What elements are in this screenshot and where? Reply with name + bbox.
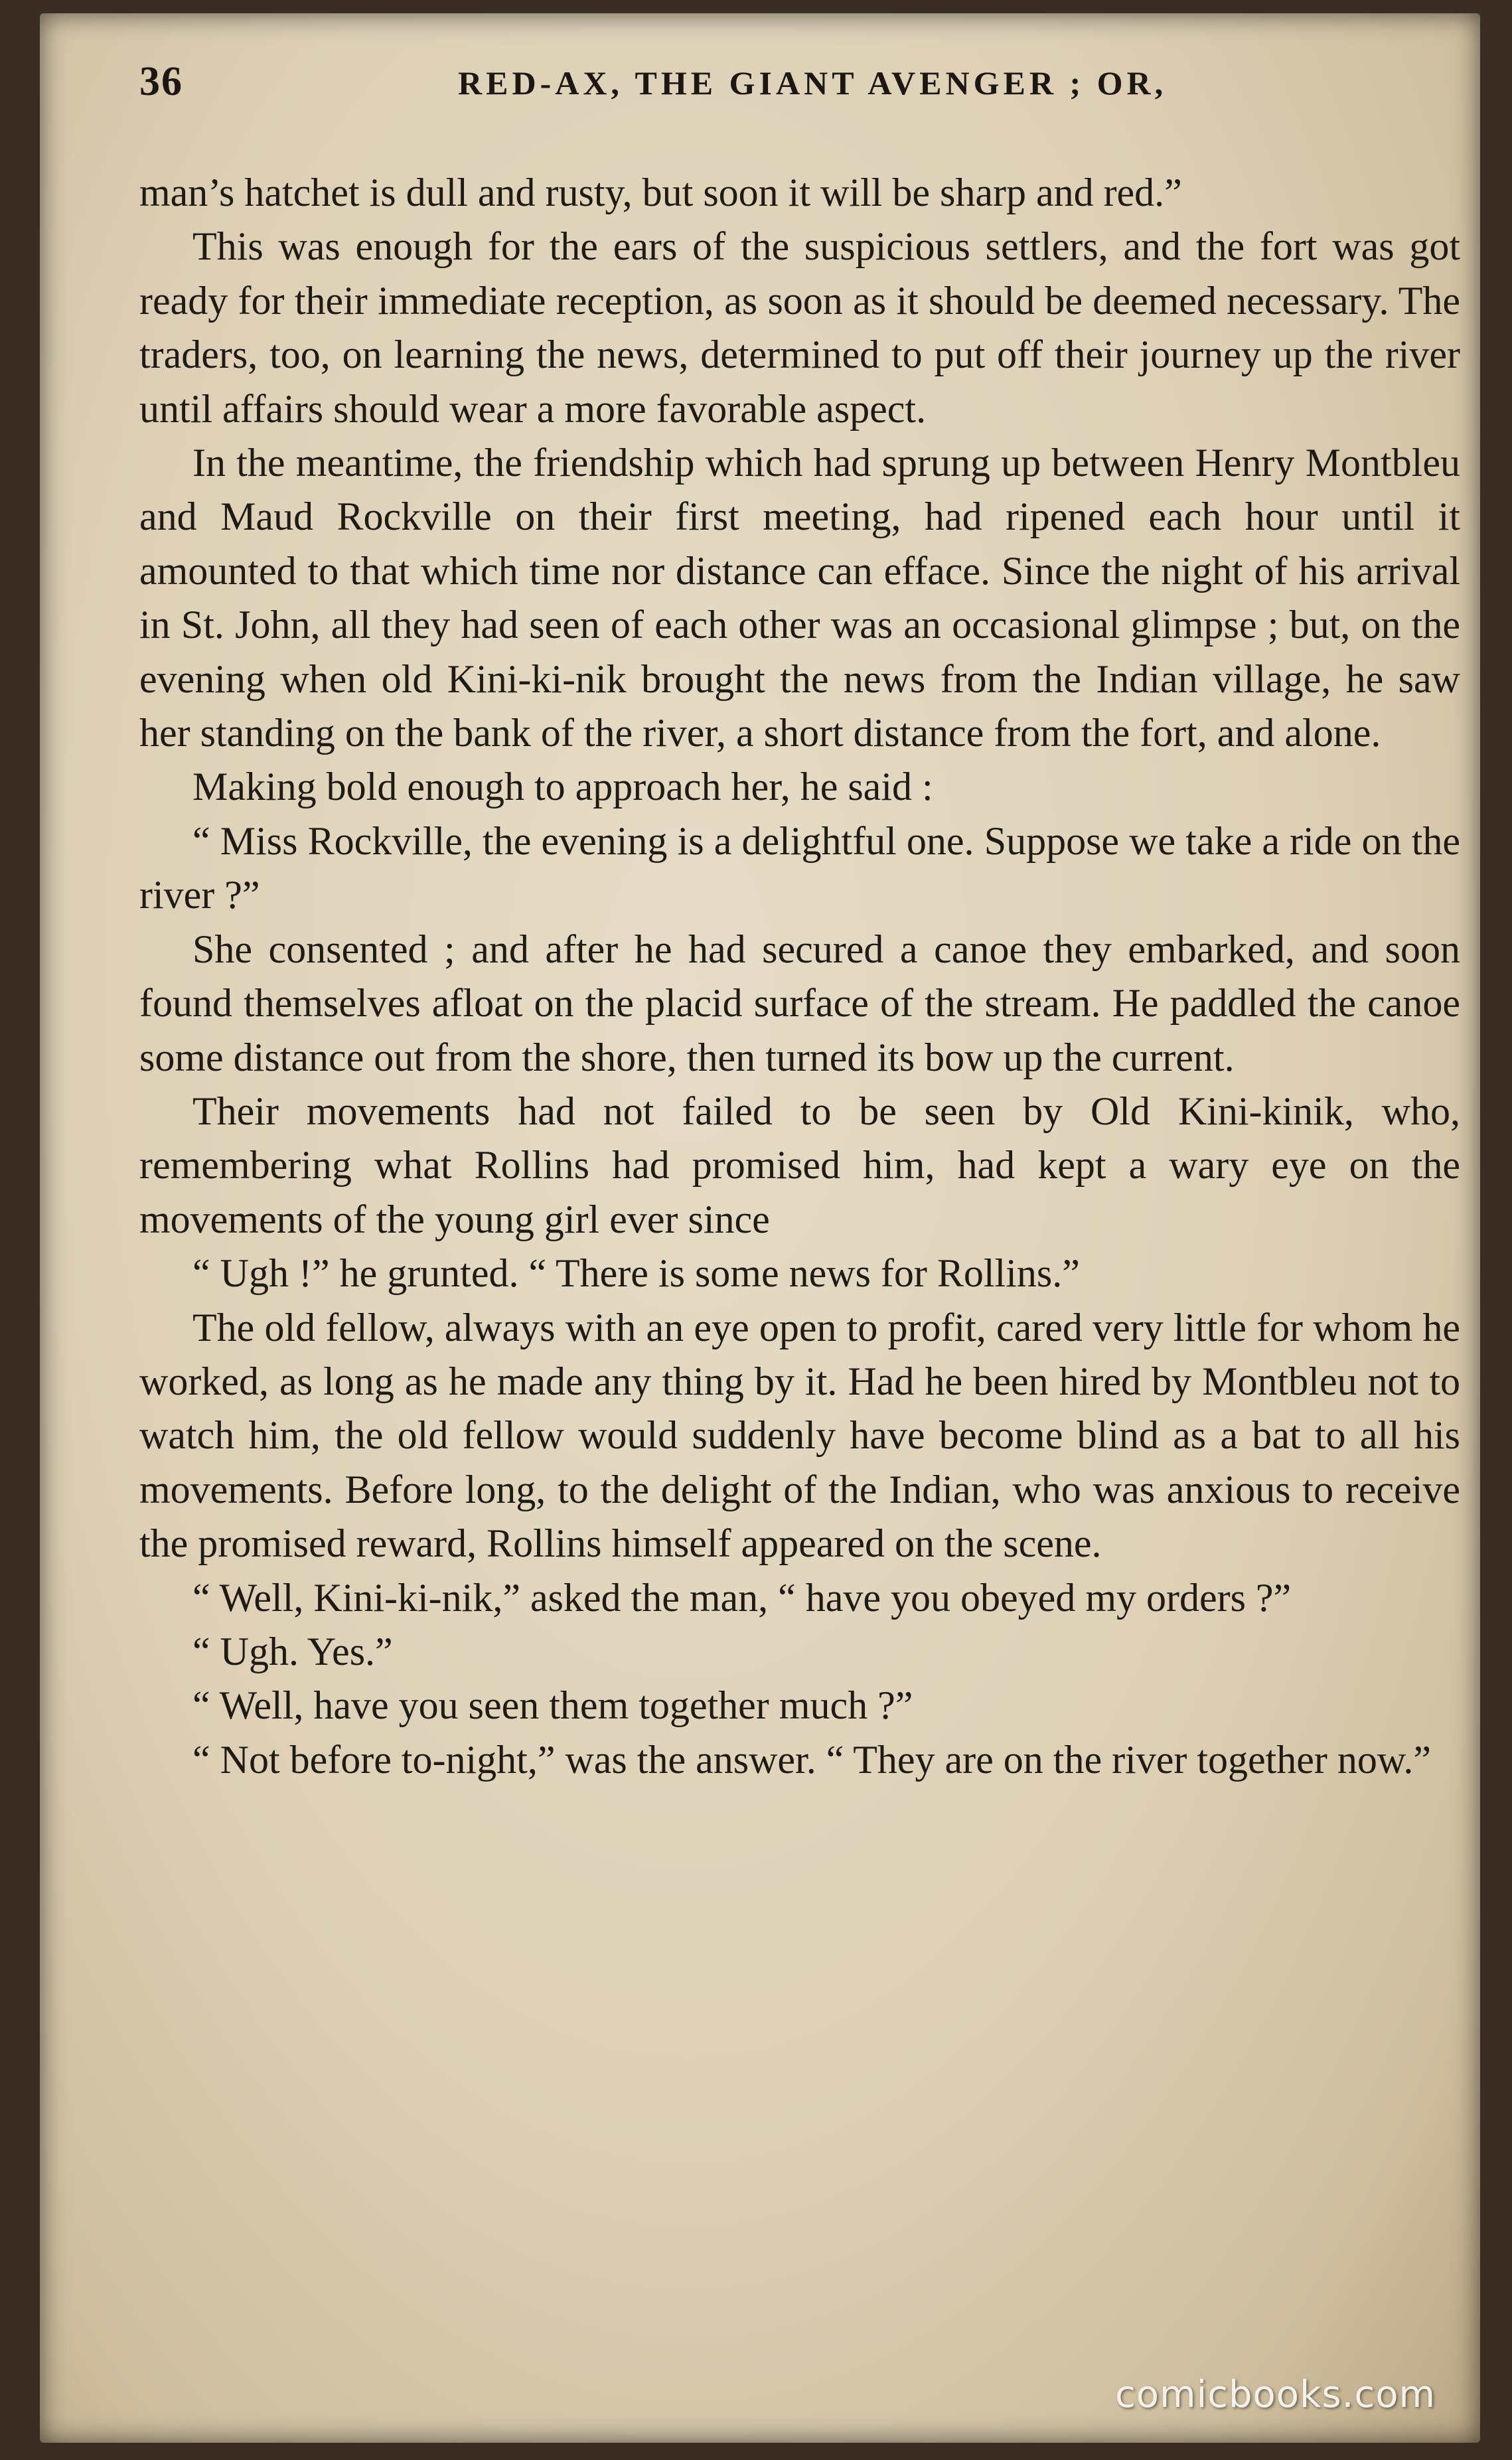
page-number: 36 bbox=[139, 59, 183, 104]
paragraph: “ Not before to-night,” was the answer. “ They are on the river together now.” bbox=[192, 1737, 1431, 1782]
book-page bbox=[40, 13, 1480, 2443]
paragraph: The old fellow, always with an eye open to profit, cared very little for whom he worked, as long as he made any thing by it. Had he been hired by Montbleu not to watch him, the old fellow would suddenly have become blind as a bat to all his movements. Before long, to the delight of the Indian, who was anxious to receive the promised reward, Rollins himself appeared on the scene. bbox=[139, 1305, 1460, 1566]
body-text bbox=[139, 166, 1460, 1787]
paragraph: “ Ugh !” he grunted. “ There is some news for Rollins.” bbox=[192, 1251, 1080, 1296]
running-head: RED-AX, THE GIANT AVENGER ; OR, bbox=[458, 64, 1168, 102]
paragraph: Their movements had not failed to be seen by Old Kini-kinik, who, remembering what Rollins had promised him, had kept a wary eye on the movements of the young girl ever since bbox=[139, 1089, 1460, 1241]
paragraph: “ Miss Rockville, the evening is a delightful one. Suppose we take a ride on the river ?” bbox=[139, 818, 1460, 917]
paragraph: This was enough for the ears of the suspicious settlers, and the fort was got ready for their immediate reception, as soon as it should be deemed necessary. The traders, too, on learning the news, determined to put off their journey up the river until affairs should wear a more favorable aspect. bbox=[139, 224, 1460, 431]
paragraph: “ Well, have you seen them together much ?” bbox=[192, 1683, 913, 1728]
paragraph: She consented ; and after he had secured a canoe they embarked, and soon found themselves afloat on the placid surface of the stream. He paddled the canoe some distance out from the shore, then turned its bow up the current. bbox=[139, 927, 1460, 1079]
paragraph: “ Ugh. Yes.” bbox=[192, 1629, 393, 1673]
page-header bbox=[139, 58, 1460, 125]
paragraph: “ Well, Kini-ki-nik,” asked the man, “ have you obeyed my orders ?” bbox=[192, 1575, 1292, 1620]
watermark: comicbooks.com bbox=[1115, 2373, 1436, 2416]
paragraph: In the meantime, the friendship which had sprung up between Henry Montbleu and Maud Rockville on their first meeting, had ripened each hour until it amounted to that which time nor distance can efface. Since the night of his arrival in St. John, all they had seen of each other was an occasional glimpse ; but, on the evening when old Kini-ki-nik brought the news from the Indian village, he saw her standing on the bank of the river, a short distance from the fort, and alone. bbox=[139, 441, 1460, 755]
paragraph: man’s hatchet is dull and rusty, but soon it will be sharp and red.” bbox=[139, 171, 1182, 214]
paragraph: Making bold enough to approach her, he said : bbox=[192, 765, 933, 809]
